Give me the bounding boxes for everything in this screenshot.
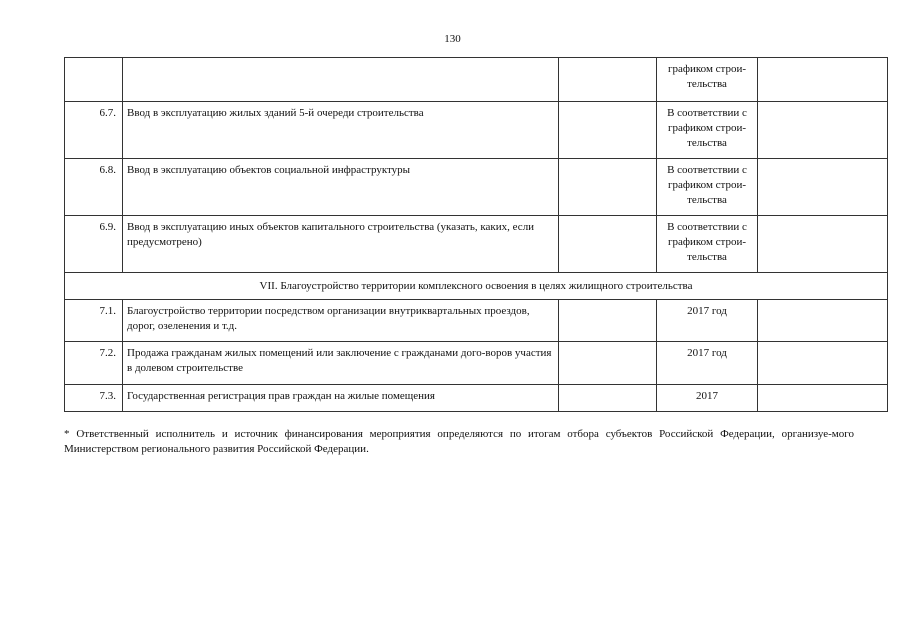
row-number: 7.3.: [65, 385, 123, 412]
page-number: 130: [444, 33, 461, 45]
responsible-cell: [559, 342, 657, 385]
activity-name: Ввод в эксплуатацию иных объектов капитального строительства (указать, каких, если предусмотрено): [123, 216, 559, 273]
activity-name: Продажа гражданам жилых помещений или заключение с гражданами дого-воров участия в долевом строительстве: [123, 342, 559, 385]
activity-name: Ввод в эксплуатацию жилых зданий 5-й очереди строительства: [123, 102, 559, 159]
deadline-cell: 2017 год: [657, 342, 758, 385]
note-cell: [758, 385, 888, 412]
note-cell: [758, 58, 888, 102]
note-cell: [758, 216, 888, 273]
responsible-cell: [559, 58, 657, 102]
note-cell: [758, 159, 888, 216]
table-row: [65, 102, 888, 159]
deadline-cell: В соответствии с графиком строи-тельства: [657, 102, 758, 159]
table-row: [65, 385, 888, 412]
deadline-cell: 2017 год: [657, 300, 758, 342]
responsible-cell: [559, 159, 657, 216]
responsible-cell: [559, 216, 657, 273]
section-row: [65, 273, 888, 300]
row-number: [65, 58, 123, 102]
footnote: * Ответственный исполнитель и источник финансирования мероприятия определяются по итогам отбора субъектов Российской Федерации, организуе-мого Министерством регионального развития Российской Федерации.: [64, 428, 854, 455]
activity-name: [123, 58, 559, 102]
deadline-cell: В соответствии с графиком строи-тельства: [657, 216, 758, 273]
table-row: [65, 342, 888, 385]
responsible-cell: [559, 102, 657, 159]
responsible-cell: [559, 385, 657, 412]
section-title: VII. Благоустройство территории комплексного освоения в целях жилищного строительства: [65, 273, 888, 300]
row-number: 6.8.: [65, 159, 123, 216]
row-number: 7.2.: [65, 342, 123, 385]
activity-name: Ввод в эксплуатацию объектов социальной инфраструктуры: [123, 159, 559, 216]
row-number: 6.9.: [65, 216, 123, 273]
activity-name: Государственная регистрация прав граждан на жилые помещения: [123, 385, 559, 412]
row-number: 7.1.: [65, 300, 123, 342]
deadline-cell: В соответствии с графиком строи-тельства: [657, 159, 758, 216]
table-row: [65, 216, 888, 273]
table-row: [65, 300, 888, 342]
deadline-cell: графиком строи-тельства: [657, 58, 758, 102]
row-number: 6.7.: [65, 102, 123, 159]
note-cell: [758, 342, 888, 385]
responsible-cell: [559, 300, 657, 342]
activities-table: [64, 57, 888, 412]
note-cell: [758, 102, 888, 159]
activity-name: Благоустройство территории посредством организации внутриквартальных проездов, дорог, озеленения и т.д.: [123, 300, 559, 342]
deadline-cell: 2017: [657, 385, 758, 412]
table-row: [65, 58, 888, 102]
note-cell: [758, 300, 888, 342]
table-row: [65, 159, 888, 216]
